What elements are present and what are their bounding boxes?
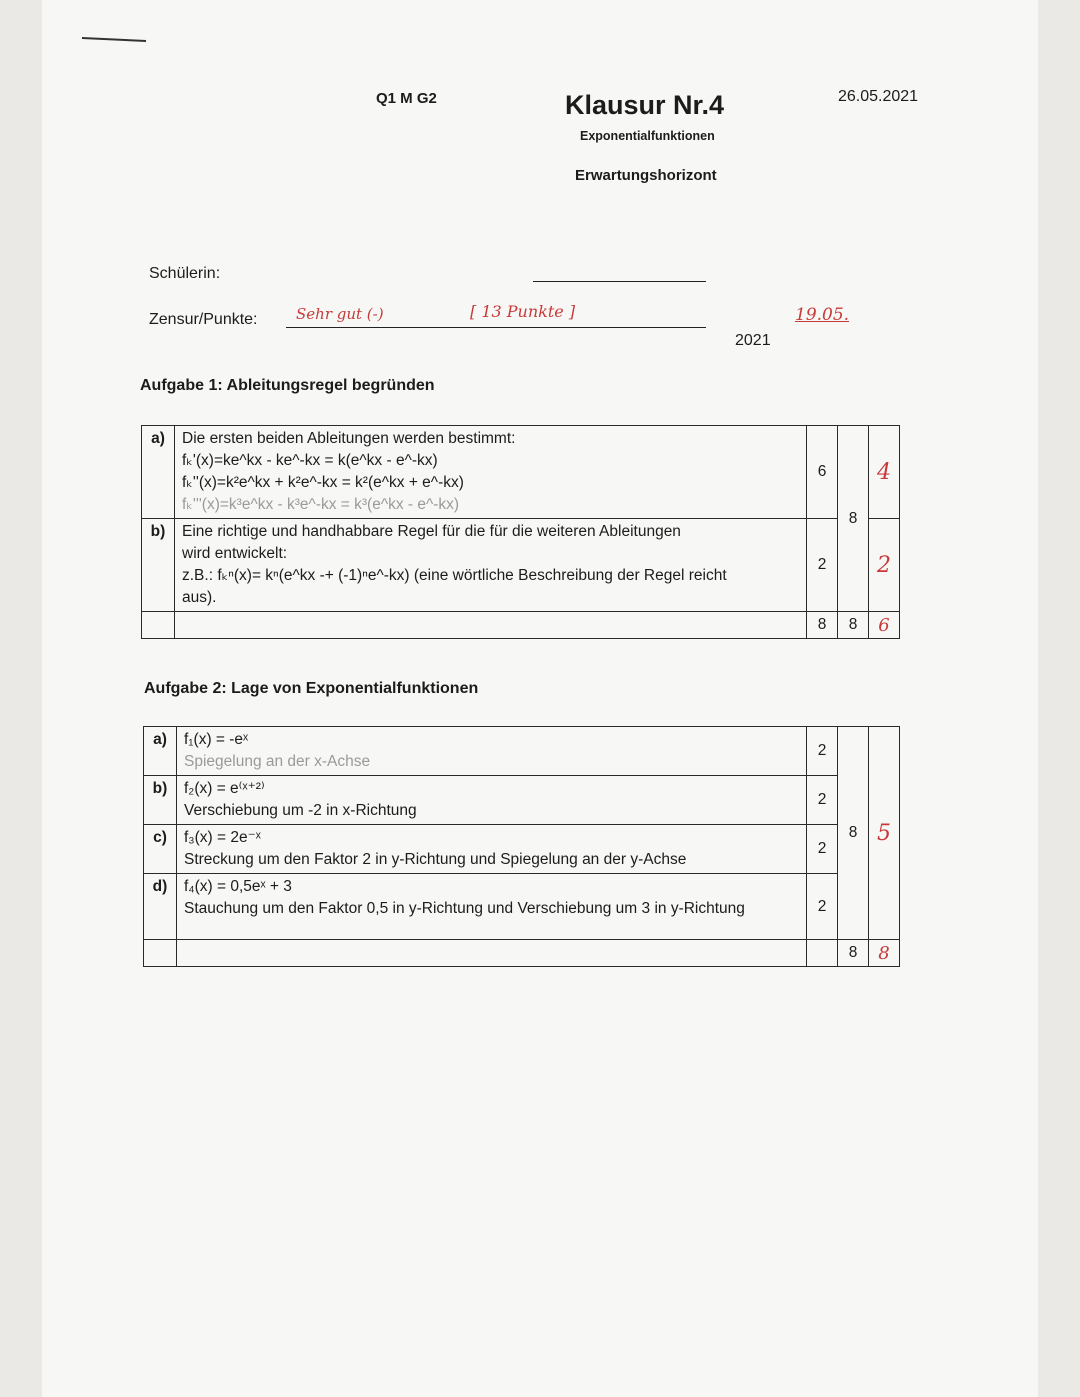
task2-desc-b: Verschiebung um -2 in x-Richtung [184,802,417,819]
task1-table [141,425,900,639]
year-label: 2021 [735,332,771,349]
task1-title: Aufgabe 1: Ableitungsregel begründen [140,377,435,394]
task2-row-c [144,825,900,874]
task1-a-line2: fₖ'(x)=ke^kx - ke^-kx = k(e^kx - e^-kx) [182,452,438,469]
task1-total-hand: 6 [878,614,890,636]
task2-formula-c: f₃(x) = 2e⁻ˣ [184,829,261,846]
task2-row-b [144,776,900,825]
grade-label: Zensur/Punkte: [149,311,258,328]
task2-title: Aufgabe 2: Lage von Exponentialfunktionen [144,680,479,697]
task2-section-total: 8 [838,727,869,940]
task2-desc-a: Spiegelung an der x-Achse [184,753,371,770]
task1-b-line1: Eine richtige und handhabbare Regel für die für die weiteren Ableitungen [182,523,681,540]
task2-section-hand: 5 [877,820,891,846]
task1-hand-b: 2 [877,552,891,578]
task2-formula-b: f₂(x) = e⁽ˣ⁺²⁾ [184,780,265,797]
task1-b-line4: aus). [182,589,217,606]
task1-total-row [142,612,900,639]
task2-desc-d: Stauchung um den Faktor 0,5 in y-Richtung und Verschiebung um 3 in y-Richtung [184,900,745,917]
task1-label-a: a) [142,426,175,519]
pen-mark [80,30,150,46]
grade-handwritten: Sehr gut (-) [296,305,384,323]
task1-content-a [175,426,807,519]
task1-section-total: 8 [838,426,869,612]
task1-b-line2: wird entwickelt: [182,545,288,562]
task2-formula-a: f₁(x) = -eˣ [184,731,249,748]
task1-points-a: 6 [807,426,838,519]
task1-content-b [175,519,807,612]
task1-total-points: 8 [807,612,838,639]
exam-sheet [42,0,1038,1397]
task2-points-b: 2 [807,776,838,825]
task2-points-a: 2 [807,727,838,776]
task2-points-c: 2 [807,825,838,874]
task1-label-b: b) [142,519,175,612]
points-handwritten: [ 13 Punkte ] [470,302,576,321]
task2-row-a [144,727,900,776]
task1-a-line1: Die ersten beiden Ableitungen werden bestimmt: [182,430,516,447]
student-name-line [533,281,706,282]
task1-a-line4: fₖ'''(x)=k³e^kx - k³e^-kx = k³(e^kx - e^-kx) [182,496,460,513]
task2-points-d: 2 [807,874,838,940]
task2-total-max: 8 [838,940,869,967]
task1-points-b: 2 [807,519,838,612]
student-name-label: Schülerin: [149,265,221,282]
task2-label-b: b) [144,776,177,825]
task2-label-c: c) [144,825,177,874]
task1-b-line3: z.B.: fₖⁿ(x)= kⁿ(e^kx -+ (-1)ⁿe^-kx) (eine wörtliche Beschreibung der Regel reicht [182,567,727,584]
task2-formula-d: f₄(x) = 0,5eˣ + 3 [184,878,292,895]
task1-row-b [142,519,900,612]
topic-label: Exponentialfunktionen [580,129,715,143]
task2-total-hand: 8 [878,942,890,964]
task2-total-row [144,940,900,967]
task1-row-a [142,426,900,519]
task1-a-line3: fₖ''(x)=k²e^kx + k²e^-kx = k²(e^kx + e^-kx) [182,474,464,491]
task1-total-max: 8 [838,612,869,639]
exam-date: 26.05.2021 [838,88,919,105]
date-handwritten: 19.05. [795,305,850,325]
task2-row-d [144,874,900,940]
subtitle: Erwartungshorizont [575,167,717,184]
page-title: Klausur Nr.4 [565,90,725,120]
task2-table [143,726,900,967]
grade-line [286,327,706,328]
task2-label-d: d) [144,874,177,940]
task1-hand-a: 4 [877,459,891,485]
task2-label-a: a) [144,727,177,776]
task2-desc-c: Streckung um den Faktor 2 in y-Richtung und Spiegelung an der y-Achse [184,851,687,868]
course-label: Q1 M G2 [376,90,437,107]
